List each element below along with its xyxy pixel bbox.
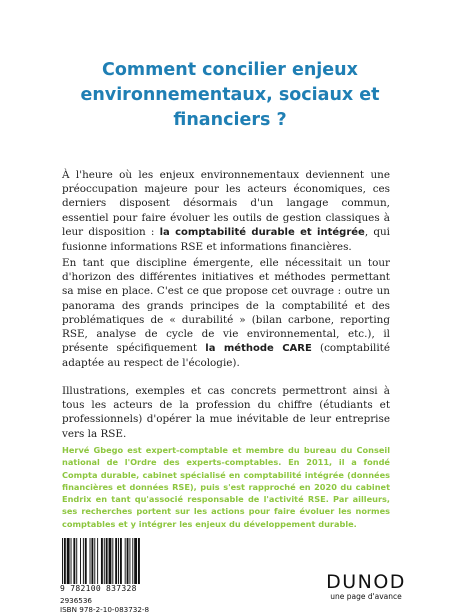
barcode-bar [129,538,130,584]
paragraph-intro [62,168,390,254]
barcode-bar [73,538,75,584]
barcode-bar [94,538,95,584]
publisher-logo [326,572,406,602]
barcode-bar [120,538,122,584]
product-code: 2936536 [60,596,93,605]
barcode-bar [127,538,129,584]
barcode-bar [90,538,91,584]
back-cover-title: Comment concilier enjeux environnementaux, sociaux et financiers ? [80,60,380,130]
barcode-bar [85,538,87,584]
barcode-bar [67,538,70,584]
paragraph-method-end: (comptabilité adaptée au respect de l'écologie). [62,342,390,370]
product-codes [60,596,149,614]
barcode-bar [83,538,84,584]
isbn: ISBN 978-2-10-083732-8 [60,605,150,614]
barcode-bar [101,538,103,584]
barcode-digits: 9 782100 837328 [60,584,137,593]
barcode-bar [97,538,98,584]
barcode [60,538,164,584]
barcode-bar [80,538,81,584]
author-bio: Hervé Gbego est expert-comptable et membre du bureau du Conseil national de l'Ordre des experts-comptables. En 2011, il a fondé Compta durable, cabinet spécialisé en comptabilité intégrée (données financières et données RSE), puis s'est rapproché en 2020 du cabinet Endrix en tant qu'associé responsable de l'activité RSE. Par ailleurs, ses recherches portent sur les actions pour faire évoluer les normes comptables et y intégrer les enjeux du développement durable. [62,445,390,529]
barcode-bar [132,538,133,584]
paragraph-intro-end: , qui fusionne informations RSE et informations financières. [62,225,390,254]
barcode-bar [134,538,137,584]
paragraph-intro-emphasis: la comptabilité durable et intégrée [159,226,365,238]
paragraph-intro-text: À l'heure où les enjeux environnementaux deviennent une préoccupation majeure pour les acteurs économiques, ces derniers disposent désormais d'un langage commun, essentiel pour faire évoluer les outils de gestion classiques à leur disposition : [62,169,390,238]
barcode-bar [106,538,108,584]
barcode-bar [115,538,117,584]
publisher-tagline: une page d'avance [330,592,402,601]
barcode-bar [71,538,72,584]
paragraph-method-emphasis: la méthode CARE [205,343,312,355]
barcode-bar [104,538,105,584]
barcode-bar [112,538,113,584]
barcode-bar [64,538,66,584]
barcode-bar [76,538,77,584]
barcode-bar [109,538,112,584]
paragraph-method-text: En tant que discipline émergente, elle nécessitait un tour d'horizon des différentes initiatives et méthodes permettant sa mise en place. C'est ce que propose cet ouvrage : outre un panorama des grands principes de la comptabilité et des problématiques de « durabilité » (bilan carbone, reporting RSE, analyse de cycle de vie environnemental, etc.), il présente spécifiquement [62,257,390,355]
barcode-bar [125,538,126,584]
barcode-bar [138,538,140,584]
barcode-bar [62,538,63,584]
paragraph-conclusion: Illustrations, exemples et cas concrets permettront ainsi à tous les acteurs de la profession du chiffre (étudiants et professionnels) d'opérer la mue inévitable de leur entreprise vers la RSE. [62,385,390,440]
publisher-name: DUNOD [326,571,406,593]
barcode-bar [118,538,119,584]
barcode-bar [91,538,93,584]
paragraph-method [62,256,390,371]
